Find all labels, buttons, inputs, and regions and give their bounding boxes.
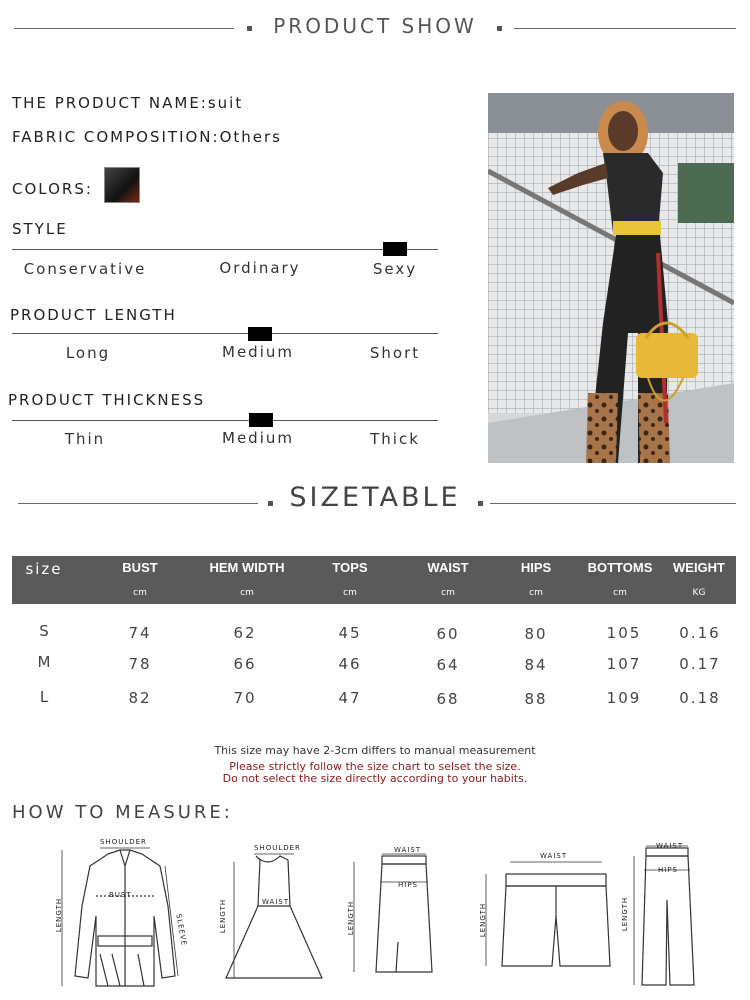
cell-hips: 84 bbox=[524, 656, 548, 674]
cell-size: L bbox=[39, 688, 51, 706]
jacket-length-label: LENGTH bbox=[55, 897, 64, 933]
length-option-short: Short bbox=[369, 344, 421, 362]
pants-outline-icon bbox=[620, 840, 720, 990]
thickness-label: PRODUCT THICKNESS bbox=[8, 391, 206, 409]
shorts-outline-icon bbox=[474, 846, 614, 976]
skirt-waist-label: WAIST bbox=[394, 846, 422, 854]
pants-waist-label: WAIST bbox=[656, 842, 684, 850]
cell-tops: 46 bbox=[338, 655, 362, 673]
length-scale-marker bbox=[248, 327, 272, 341]
length-scale-line bbox=[12, 333, 438, 334]
skirt-hips-label: HIPS bbox=[398, 881, 418, 889]
dress-length-label: LENGTH bbox=[219, 898, 228, 934]
cell-waist: 60 bbox=[436, 625, 460, 643]
header-bottoms-unit: cm bbox=[613, 588, 627, 598]
product-photo bbox=[488, 93, 734, 463]
cell-bottoms: 109 bbox=[606, 689, 642, 707]
product-name: THE PRODUCT NAME:suit bbox=[12, 94, 244, 112]
header-waist: WAIST bbox=[427, 560, 469, 575]
header-tops-unit: cm bbox=[343, 588, 357, 598]
model-photo-illustration bbox=[488, 93, 734, 463]
cell-tops: 45 bbox=[338, 624, 362, 642]
cell-tops: 47 bbox=[338, 689, 362, 707]
jacket-bust-label: BUST bbox=[109, 891, 132, 899]
cell-bust: 74 bbox=[128, 624, 152, 642]
shorts-length-label: LENGTH bbox=[479, 902, 488, 938]
jacket-shoulder-label: SHOULDER bbox=[100, 838, 147, 846]
thickness-scale-marker bbox=[249, 413, 273, 427]
header-tops: TOPS bbox=[332, 560, 368, 575]
how-to-measure-title: HOW TO MEASURE: bbox=[12, 802, 233, 823]
cell-hips: 80 bbox=[524, 625, 548, 643]
dress-waist-label: WAIST bbox=[262, 898, 290, 906]
header-hem-width: HEM WIDTH bbox=[209, 560, 285, 575]
thickness-scale-line bbox=[12, 420, 438, 421]
dress-diagram bbox=[212, 840, 332, 990]
jacket-sleeve-label: SLEEVE bbox=[174, 913, 188, 947]
style-option-ordinary: Ordinary bbox=[219, 259, 301, 277]
cell-weight: 0.17 bbox=[679, 655, 721, 673]
cell-size: M bbox=[37, 653, 53, 671]
fabric-composition: FABRIC COMPOSITION:Others bbox=[12, 128, 282, 146]
pants-length-label: LENGTH bbox=[621, 896, 630, 932]
divider-square bbox=[268, 501, 273, 506]
cell-waist: 64 bbox=[436, 656, 460, 674]
divider-square bbox=[478, 501, 483, 506]
cell-weight: 0.16 bbox=[679, 624, 721, 642]
header-waist-unit: cm bbox=[441, 588, 455, 598]
pants-diagram bbox=[620, 840, 720, 990]
length-option-medium: Medium bbox=[222, 343, 294, 361]
header-weight-unit: KG bbox=[692, 588, 706, 598]
thickness-option-medium: Medium bbox=[222, 429, 294, 447]
cell-waist: 68 bbox=[436, 690, 460, 708]
shorts-waist-label: WAIST bbox=[540, 852, 568, 860]
shorts-diagram bbox=[474, 846, 614, 976]
cell-bottoms: 107 bbox=[606, 655, 642, 673]
color-swatch-black[interactable] bbox=[104, 167, 140, 203]
divider-left bbox=[18, 503, 258, 504]
note-do-not-select: Do not select the size directly according to your habits. bbox=[222, 772, 528, 785]
sizetable-title: SIZETABLE bbox=[289, 482, 461, 513]
cell-hem-width: 62 bbox=[233, 624, 257, 642]
divider-right bbox=[514, 28, 736, 29]
cell-bottoms: 105 bbox=[606, 624, 642, 642]
style-scale-line bbox=[12, 249, 438, 250]
pants-hips-label: HIPS bbox=[658, 866, 678, 874]
dress-outline-icon bbox=[212, 840, 332, 990]
header-bust-unit: cm bbox=[133, 588, 147, 598]
divider-left bbox=[14, 28, 234, 29]
skirt-outline-icon bbox=[340, 842, 450, 990]
divider-right bbox=[490, 503, 736, 504]
cell-weight: 0.18 bbox=[679, 689, 721, 707]
divider-square bbox=[497, 26, 502, 31]
dress-shoulder-label: SHOULDER bbox=[254, 844, 301, 852]
jacket-diagram bbox=[50, 836, 200, 996]
header-size: size bbox=[25, 560, 63, 578]
skirt-length-label: LENGTH bbox=[347, 900, 356, 936]
note-measurement-diff: This size may have 2-3cm differs to manual measurement bbox=[214, 744, 536, 757]
thickness-option-thick: Thick bbox=[370, 430, 420, 448]
cell-size: S bbox=[39, 622, 51, 640]
cell-hips: 88 bbox=[524, 690, 548, 708]
header-hips: HIPS bbox=[520, 560, 552, 575]
divider-square bbox=[247, 26, 252, 31]
skirt-diagram bbox=[340, 842, 450, 990]
product-show-title: PRODUCT SHOW bbox=[273, 14, 477, 38]
size-table-header bbox=[12, 556, 736, 604]
length-label: PRODUCT LENGTH bbox=[10, 306, 177, 324]
cell-bust: 78 bbox=[128, 655, 152, 673]
cell-hem-width: 66 bbox=[233, 655, 257, 673]
header-hem-width-unit: cm bbox=[240, 588, 254, 598]
thickness-option-thin: Thin bbox=[64, 430, 106, 448]
style-option-conservative: Conservative bbox=[23, 260, 147, 278]
style-label: STYLE bbox=[12, 220, 68, 238]
style-option-sexy: Sexy bbox=[372, 260, 418, 278]
cell-hem-width: 70 bbox=[233, 689, 257, 707]
note-follow-chart: Please strictly follow the size chart to selset the size. bbox=[229, 760, 521, 773]
header-hips-unit: cm bbox=[529, 588, 543, 598]
header-weight: WEIGHT bbox=[673, 560, 725, 575]
header-bottoms: BOTTOMS bbox=[587, 560, 653, 575]
header-bust: BUST bbox=[122, 560, 158, 575]
length-option-long: Long bbox=[65, 344, 111, 362]
colors-label: COLORS: bbox=[12, 180, 93, 198]
cell-bust: 82 bbox=[128, 689, 152, 707]
style-scale-marker bbox=[383, 242, 407, 256]
